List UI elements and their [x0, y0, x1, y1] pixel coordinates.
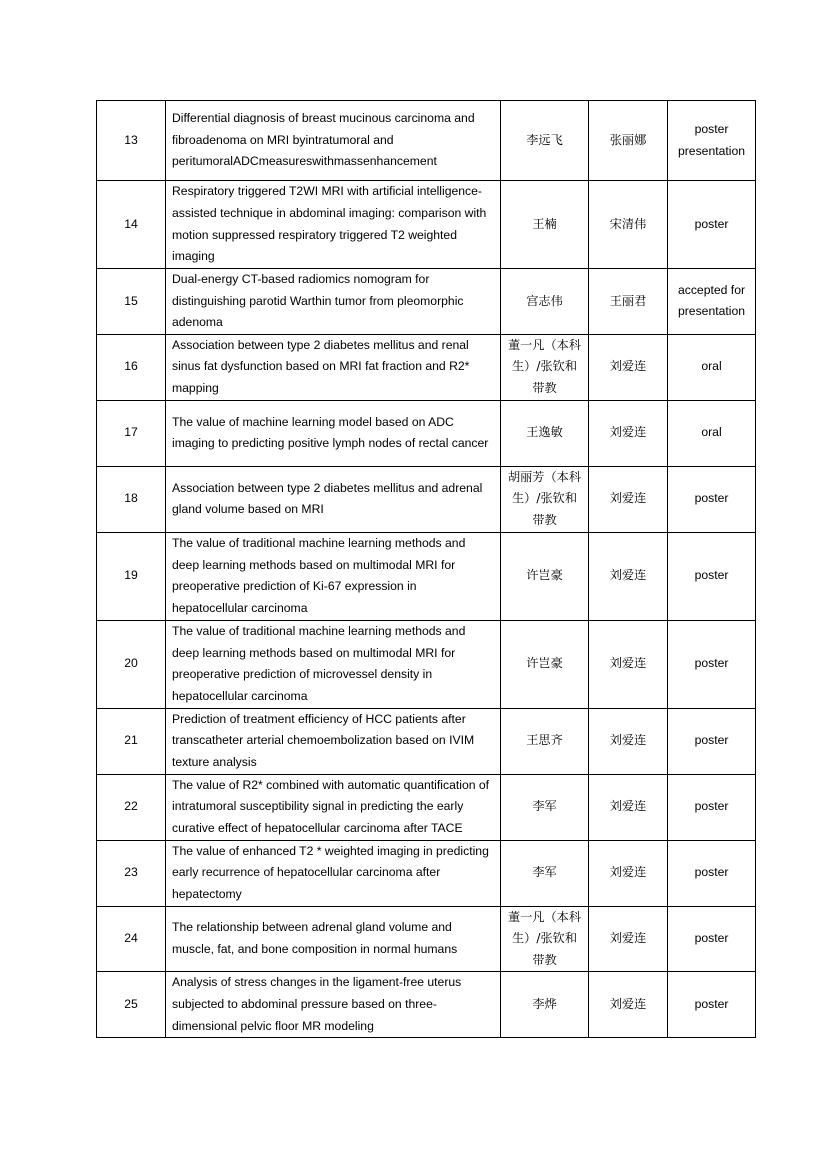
author-name: 王思齐	[501, 708, 589, 774]
author-name: 许岂豪	[501, 620, 589, 708]
author-name: 李远飞	[501, 101, 589, 181]
author-name: 宫志伟	[501, 269, 589, 335]
advisor-name: 张丽娜	[589, 101, 668, 181]
table-row	[97, 181, 756, 269]
paper-title: Association between type 2 diabetes mellitus and adrenal gland volume based on MRI	[166, 466, 501, 532]
author-name: 董一凡（本科生）/张钦和带教	[501, 334, 589, 400]
paper-title: Dual-energy CT-based radiomics nomogram for distinguishing parotid Warthin tumor from pleomorphic adenoma	[166, 269, 501, 335]
presentation-type: poster presentation	[668, 101, 756, 181]
advisor-name: 刘爱连	[589, 532, 668, 620]
row-number: 15	[97, 269, 166, 335]
row-number: 19	[97, 532, 166, 620]
advisor-name: 刘爱连	[589, 708, 668, 774]
table-row	[97, 400, 756, 466]
presentation-type: poster	[668, 466, 756, 532]
table-row	[97, 532, 756, 620]
presentation-type: accepted for presentation	[668, 269, 756, 335]
table-row	[97, 840, 756, 906]
author-name: 胡丽芳（本科生）/张钦和带教	[501, 466, 589, 532]
paper-title: The value of traditional machine learning methods and deep learning methods based on multimodal MRI for preoperative prediction of Ki-67 expression in hepatocellular carcinoma	[166, 532, 501, 620]
row-number: 18	[97, 466, 166, 532]
author-name: 李烨	[501, 972, 589, 1038]
row-number: 14	[97, 181, 166, 269]
advisor-name: 刘爱连	[589, 466, 668, 532]
advisor-name: 刘爱连	[589, 906, 668, 972]
table-row	[97, 334, 756, 400]
presentation-type: poster	[668, 620, 756, 708]
author-name: 王楠	[501, 181, 589, 269]
paper-title: Respiratory triggered T2WI MRI with artificial intelligence-assisted technique in abdominal imaging: comparison with motion suppressed respiratory triggered T2 weighted imaging	[166, 181, 501, 269]
author-name: 李军	[501, 840, 589, 906]
row-number: 21	[97, 708, 166, 774]
advisor-name: 刘爱连	[589, 840, 668, 906]
author-name: 许岂豪	[501, 532, 589, 620]
row-number: 22	[97, 774, 166, 840]
table-row	[97, 708, 756, 774]
presentation-type: poster	[668, 774, 756, 840]
advisor-name: 刘爱连	[589, 620, 668, 708]
presentation-type: poster	[668, 181, 756, 269]
table-row	[97, 269, 756, 335]
row-number: 13	[97, 101, 166, 181]
row-number: 20	[97, 620, 166, 708]
author-name: 王逸敏	[501, 400, 589, 466]
paper-title: The relationship between adrenal gland volume and muscle, fat, and bone composition in normal humans	[166, 906, 501, 972]
presentation-type: poster	[668, 532, 756, 620]
row-number: 24	[97, 906, 166, 972]
author-name: 董一凡（本科生）/张钦和带教	[501, 906, 589, 972]
paper-title: The value of traditional machine learning methods and deep learning methods based on multimodal MRI for preoperative prediction of microvessel density in hepatocellular carcinoma	[166, 620, 501, 708]
paper-title: Analysis of stress changes in the ligament-free uterus subjected to abdominal pressure based on three-dimensional pelvic floor MR modeling	[166, 972, 501, 1038]
row-number: 23	[97, 840, 166, 906]
table-row	[97, 101, 756, 181]
papers-table	[96, 100, 756, 1038]
paper-title: Prediction of treatment efficiency of HCC patients after transcatheter arterial chemoembolization based on IVIM texture analysis	[166, 708, 501, 774]
author-name: 李军	[501, 774, 589, 840]
paper-title: The value of machine learning model based on ADC imaging to predicting positive lymph nodes of rectal cancer	[166, 400, 501, 466]
advisor-name: 王丽君	[589, 269, 668, 335]
row-number: 16	[97, 334, 166, 400]
presentation-type: poster	[668, 840, 756, 906]
advisor-name: 刘爱连	[589, 972, 668, 1038]
table-row	[97, 620, 756, 708]
paper-title: Differential diagnosis of breast mucinous carcinoma and fibroadenoma on MRI byintratumoral and peritumoralADCmeasureswithmassenhancement	[166, 101, 501, 181]
presentation-type: poster	[668, 708, 756, 774]
table-row	[97, 774, 756, 840]
advisor-name: 刘爱连	[589, 774, 668, 840]
table-row	[97, 972, 756, 1038]
advisor-name: 宋清伟	[589, 181, 668, 269]
row-number: 17	[97, 400, 166, 466]
advisor-name: 刘爱连	[589, 334, 668, 400]
paper-title: Association between type 2 diabetes mellitus and renal sinus fat dysfunction based on MRI fat fraction and R2* mapping	[166, 334, 501, 400]
presentation-type: oral	[668, 334, 756, 400]
paper-title: The value of enhanced T2 * weighted imaging in predicting early recurrence of hepatocellular carcinoma after hepatectomy	[166, 840, 501, 906]
advisor-name: 刘爱连	[589, 400, 668, 466]
paper-title: The value of R2* combined with automatic quantification of intratumoral susceptibility signal in predicting the early curative effect of hepatocellular carcinoma after TACE	[166, 774, 501, 840]
presentation-type: oral	[668, 400, 756, 466]
presentation-type: poster	[668, 906, 756, 972]
presentation-type: poster	[668, 972, 756, 1038]
table-row	[97, 466, 756, 532]
table-row	[97, 906, 756, 972]
row-number: 25	[97, 972, 166, 1038]
